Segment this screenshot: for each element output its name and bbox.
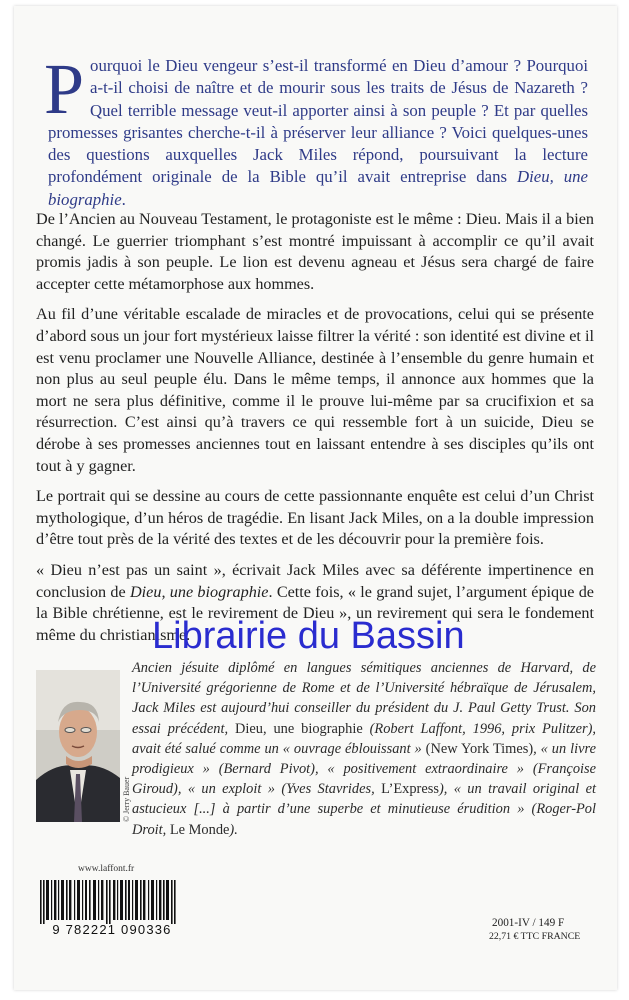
description bbox=[36, 209, 594, 655]
paragraph-4-start: « Dieu n’est pas un saint », écrivait Jack Miles avec sa déférente impertinence en conclusion de bbox=[36, 560, 594, 601]
publisher-url: www.laffont.fr bbox=[78, 864, 135, 874]
bio-part-3: (Robert Laffont, 1996, prix Pulitzer), avait été salué comme un « ouvrage éblouissant » bbox=[132, 720, 596, 757]
intro-book-title: Dieu, une biographie bbox=[48, 167, 588, 209]
bookstore-watermark: Librairie du Bassin bbox=[152, 615, 465, 657]
author-portrait-image bbox=[36, 670, 120, 822]
bio-source-nyt: (New York Times) bbox=[425, 740, 534, 757]
barcode-bars bbox=[32, 880, 192, 924]
intro-text: ourquoi le Dieu vengeur s’est-il transformé en Dieu d’amour ? Pourquoi a-t-il choisi de naître et de mourir sous les traits de Jésus de Nazareth ? Quel terrible message veut-il apporter ainsi à son peuple ? Et par quelles promesses grisantes cherche-t-il à préserver leur alliance ? Voici quelques-unes des questions auxquelles Jack Miles répond, poursuivant la lecture profondément originale de la Bible qu’il avait entreprise dans bbox=[48, 56, 588, 187]
bio-part-9: ). bbox=[229, 821, 238, 838]
paragraph-2: Au fil d’une véritable escalade de miracles et de provocations, celui qui se présente d’abord sous un jour fort mystérieux laisse filtrer la vérité : son identité est divine et il est venu proclamer une Nouvelle Alliance, destinée à l’ensemble du genre humain et non plus au seul peuple élu. Dans le même temps, il annonce aux hommes que la mort ne sera plus définitive, comme il le prouve lui-même par sa crucifixion et sa résurrection. C’est ainsi qu’à travers ce qui ressemble fort à un suicide, Dieu se dérobe à ses promesses anciennes tout en laissant entendre à ses disciples qu’ils ont tout à y gagner. bbox=[36, 305, 594, 475]
paragraph-3: Le portrait qui se dessine au cours de cette passionnante enquête est celui d’un Christ mythologique, d’un héros de tragédie. En lisant Jack Miles, on a la double impression d’être tout près de la vérité des textes et de les découvrir pour la première fois. bbox=[36, 487, 594, 549]
isbn-number: 9 782221 090336 bbox=[52, 922, 172, 937]
bio-source-express: L’Express bbox=[381, 781, 439, 798]
author-bio bbox=[132, 658, 596, 840]
bio-book-title: Dieu, une biographie bbox=[234, 720, 363, 737]
paragraph-4-book-title: Dieu, une biographie bbox=[129, 582, 269, 601]
bio-part-7: ), « un travail original et astucieux [...] à partir d’une superbe et minutieuse érudition » (Roger-Pol Droit, bbox=[132, 781, 596, 838]
price: 22,71 € TTC FRANCE bbox=[489, 931, 581, 942]
intro-blurb bbox=[44, 49, 588, 211]
paragraph-1: De l’Ancien au Nouveau Testament, le protagoniste est le même : Dieu. Mais il a bien changé. Le guerrier triomphant s’est montré impuissant à accomplir ce qu’il avait promis jadis à son peuple. Le lion est devenu agneau et Jésus sera chargé de faire accepter cette métamorphose aux hommes. bbox=[36, 210, 594, 293]
barcode bbox=[32, 880, 192, 950]
bio-part-5: , « un livre prodigieux » (Bernard Pivot), « positivement extraordinaire » (Françoise Giroud), « un exploit » (Yves Stavrides, bbox=[132, 740, 596, 798]
photo-credit: © Jerry Bauer bbox=[122, 776, 131, 822]
bio-source-monde: Le Monde bbox=[169, 821, 230, 838]
bio-part-1: Ancien jésuite diplômé en langues sémitiques anciennes de Harvard, de l’Université grégorienne de Rome et de l’Université hébraïque de Jérusalem, Jack Miles est aujourd’hui conseiller du président du J. Paul Getty Trust. Son essai précédent, bbox=[132, 660, 596, 737]
paragraph-4-end: . Cette fois, « le grand sujet, l’argument épique de la Bible chrétienne, est le revirement de Dieu », un revirement qui sera le fondement même du christianisme. bbox=[36, 582, 594, 644]
intro-text-end: . bbox=[121, 189, 126, 209]
drop-cap: P bbox=[44, 49, 85, 129]
author-photo bbox=[36, 670, 120, 822]
price-code: 2001-IV / 149 F bbox=[492, 917, 565, 929]
